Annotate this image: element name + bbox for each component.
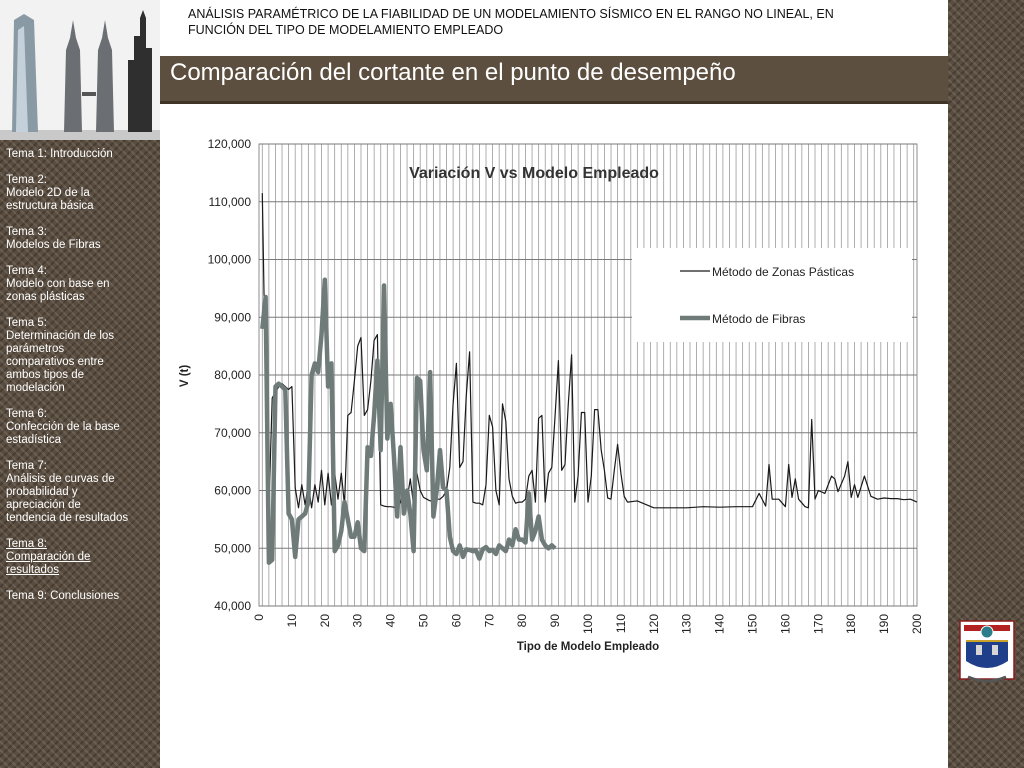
sidebar-item-line: comparativos entre bbox=[6, 356, 104, 368]
header-line-2: FUNCIÓN DEL TIPO DE MODELAMIENTO EMPLEADO bbox=[188, 23, 504, 37]
legend-label-zonas: Método de Zonas Pásticas bbox=[712, 265, 855, 279]
sidebar-item-line: apreciación de bbox=[6, 499, 81, 511]
x-tick-label: 0 bbox=[252, 614, 266, 621]
x-tick-label: 10 bbox=[284, 614, 299, 628]
x-tick-label: 60 bbox=[449, 614, 464, 628]
title-bar bbox=[160, 56, 948, 104]
university-logo bbox=[958, 619, 1016, 691]
sidebar-item-line: Tema 7: bbox=[6, 460, 47, 472]
sidebar-item-line: estructura básica bbox=[6, 200, 94, 212]
y-tick-label: 100,000 bbox=[207, 252, 251, 267]
y-tick-label: 40,000 bbox=[214, 599, 251, 613]
skyscrapers-image bbox=[0, 0, 160, 140]
sidebar-item-line: modelación bbox=[6, 382, 65, 394]
x-tick-label: 100 bbox=[581, 614, 595, 635]
x-tick-label: 130 bbox=[679, 614, 694, 635]
slide-title: Comparación del cortante en el punto de desempeño bbox=[170, 59, 736, 86]
x-tick-label: 40 bbox=[383, 614, 398, 628]
sidebar-item-line: Modelo con base en bbox=[6, 278, 110, 290]
y-axis-label: V (t) bbox=[179, 364, 191, 388]
x-tick-label: 140 bbox=[712, 614, 727, 635]
x-tick-label: 170 bbox=[811, 614, 826, 635]
sidebar-item-tema-6[interactable] bbox=[6, 408, 156, 447]
x-tick-label: 190 bbox=[877, 614, 892, 635]
sidebar-item-line: Tema 3: bbox=[6, 226, 47, 238]
x-tick-label: 30 bbox=[350, 614, 365, 628]
x-tick-label: 80 bbox=[515, 614, 530, 628]
sidebar-item-line: Comparación de bbox=[6, 551, 91, 563]
header-line-1: ANÁLISIS PARAMÉTRICO DE LA FIABILIDAD DE UN MODELAMIENTO SÍSMICO EN EL RANGO NO LINEAL, EN bbox=[188, 7, 834, 21]
university-logo-emblem bbox=[958, 619, 1016, 691]
skyscrapers-illustration bbox=[0, 0, 160, 140]
sidebar-item-tema-5[interactable] bbox=[6, 317, 156, 395]
x-axis-label: Tipo de Modelo Empleado bbox=[516, 641, 660, 653]
sidebar-item-line: Tema 9: Conclusiones bbox=[6, 590, 120, 602]
sidebar-nav bbox=[6, 148, 156, 616]
sidebar-item-line: Tema 2: bbox=[6, 174, 47, 186]
x-tick-label: 90 bbox=[548, 614, 563, 628]
sidebar-item-line: Modelos de Fibras bbox=[6, 239, 101, 251]
x-tick-label: 200 bbox=[910, 614, 924, 635]
sidebar-item-line: probabilidad y bbox=[6, 486, 78, 498]
x-tick-labels bbox=[252, 614, 924, 634]
sidebar-item-line: resultados bbox=[6, 564, 60, 576]
x-tick-label: 150 bbox=[745, 614, 760, 635]
x-tick-label: 120 bbox=[646, 614, 661, 635]
y-tick-label: 90,000 bbox=[214, 310, 251, 325]
chart-legend bbox=[632, 248, 912, 342]
y-tick-label: 120,000 bbox=[207, 137, 251, 151]
sidebar-item-line: parámetros bbox=[6, 343, 65, 355]
sidebar-item-line: Tema 8: bbox=[6, 538, 47, 550]
left-sidebar-panel bbox=[0, 0, 160, 768]
sidebar-item-line: estadística bbox=[6, 434, 61, 446]
sidebar-item-tema-1[interactable] bbox=[6, 148, 156, 161]
line-chart bbox=[158, 130, 948, 690]
x-tick-label: 110 bbox=[613, 614, 628, 634]
sidebar-item-tema-7[interactable] bbox=[6, 460, 156, 525]
sidebar-item-line: ambos tipos de bbox=[6, 369, 84, 381]
x-tick-label: 50 bbox=[416, 614, 431, 628]
y-tick-label: 80,000 bbox=[214, 368, 251, 382]
x-tick-label: 160 bbox=[778, 614, 793, 635]
legend-box bbox=[632, 248, 912, 342]
sidebar-item-line: Determinación de los bbox=[6, 330, 115, 342]
sidebar-item-tema-8[interactable] bbox=[6, 538, 156, 577]
legend-label-fibras: Método de Fibras bbox=[712, 312, 806, 326]
y-tick-label: 50,000 bbox=[214, 541, 251, 556]
sidebar-item-line: Tema 1: Introducción bbox=[6, 148, 113, 160]
sidebar-item-tema-9[interactable] bbox=[6, 590, 156, 603]
x-tick-label: 180 bbox=[844, 614, 859, 635]
y-tick-label: 70,000 bbox=[214, 425, 251, 440]
sidebar-item-tema-3[interactable] bbox=[6, 226, 156, 252]
sidebar-item-line: Tema 6: bbox=[6, 408, 47, 420]
sidebar-item-line: zonas plásticas bbox=[6, 291, 85, 303]
sidebar-item-line: tendencia de resultados bbox=[6, 512, 129, 524]
y-tick-label: 110,000 bbox=[208, 194, 251, 209]
sidebar-item-line: Tema 5: bbox=[6, 317, 47, 329]
sidebar-item-line: Análisis de curvas de bbox=[6, 473, 115, 485]
sidebar-item-line: Confección de la base bbox=[6, 421, 120, 433]
presentation-header bbox=[188, 6, 928, 38]
x-tick-label: 20 bbox=[317, 614, 332, 628]
sidebar-item-tema-2[interactable] bbox=[6, 174, 156, 213]
y-tick-labels bbox=[208, 137, 252, 613]
sidebar-item-line: Modelo 2D de la bbox=[6, 187, 90, 199]
x-tick-label: 70 bbox=[482, 614, 497, 628]
y-tick-label: 60,000 bbox=[214, 483, 251, 498]
sidebar-item-line: Tema 4: bbox=[6, 265, 47, 277]
chart-title: Variación V vs Modelo Empleado bbox=[409, 165, 659, 182]
sidebar-item-tema-4[interactable] bbox=[6, 265, 156, 304]
